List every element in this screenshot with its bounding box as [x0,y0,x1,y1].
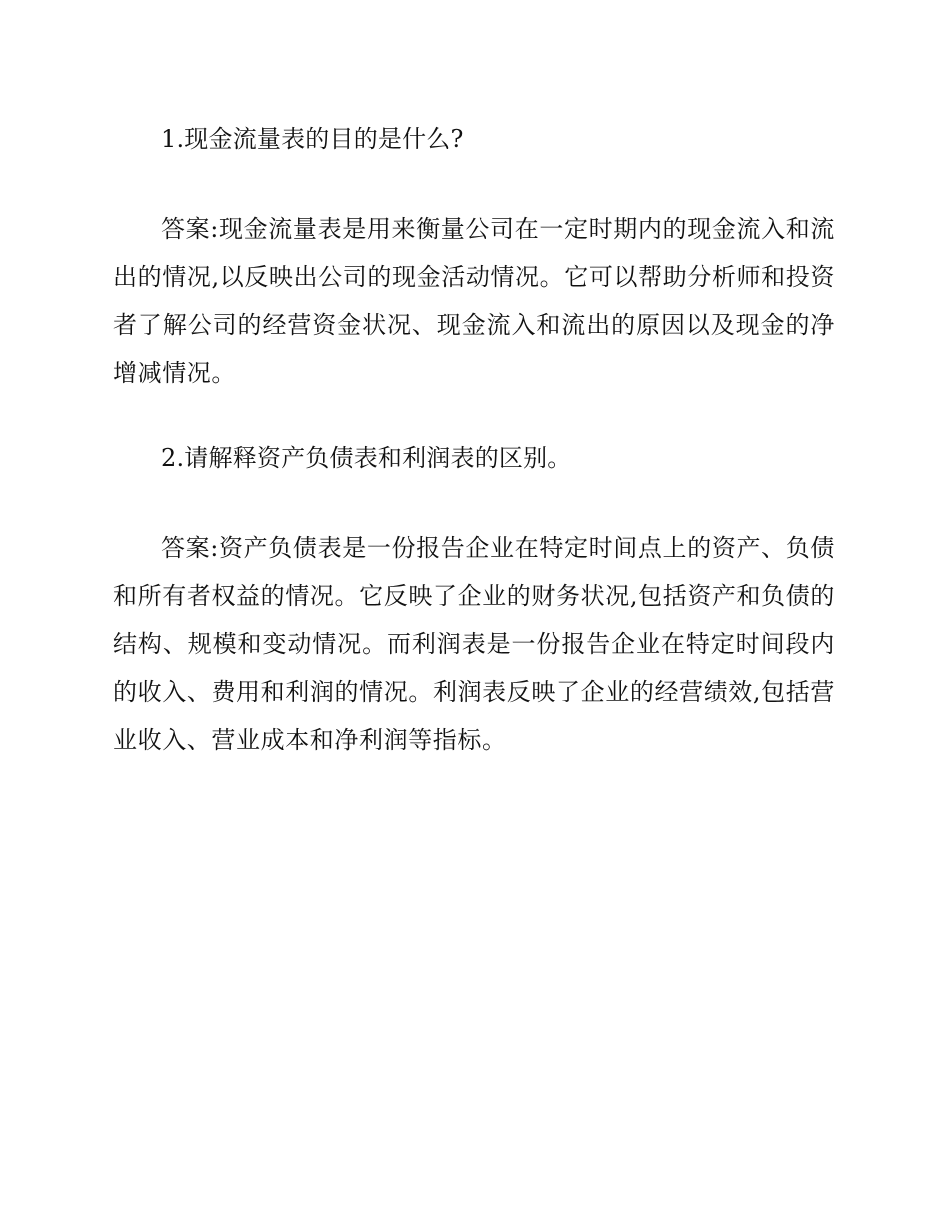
answer-2: 答案:资产负债表是一份报告企业在特定时间点上的资产、负债和所有者权益的情况。它反映了企业的财务状况,包括资产和负债的结构、规模和变动情况。而利润表是一份报告企业在特定时间段内的收入、费用和利润的情况。利润表反映了企业的经营绩效,包括营业收入、营业成本和净利润等指标。 [113,534,835,754]
answer-1: 答案:现金流量表是用来衡量公司在一定时期内的现金流入和流出的情况,以反映出公司的现金活动情况。它可以帮助分析师和投资者了解公司的经营资金状况、现金流入和流出的原因以及现金的净增减情况。 [113,215,835,387]
question-1: 1.现金流量表的目的是什么? [161,125,464,153]
question-2: 2.请解释资产负债表和利润表的区别。 [161,444,572,472]
document-body [113,118,835,764]
